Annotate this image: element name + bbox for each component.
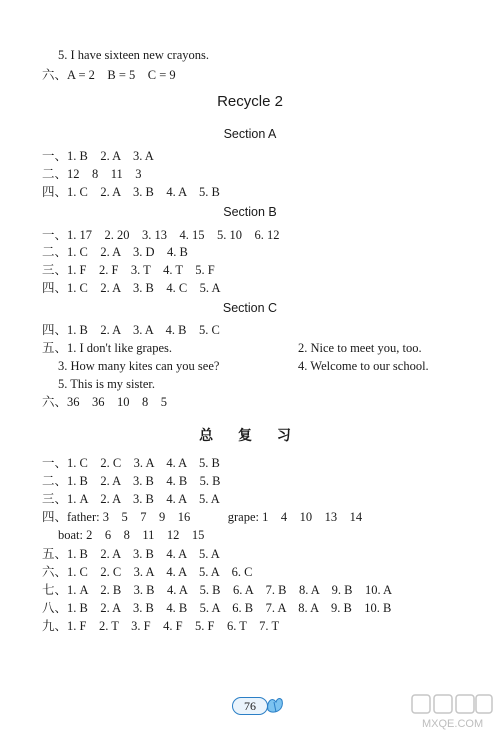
answer-line: 八、1. B 2. A 3. B 4. B 5. A 6. B 7. A 8. A 9. B 10. B (42, 601, 392, 615)
answer-line: 5. This is my sister. (58, 377, 156, 391)
watermark-logo-icon (410, 693, 494, 731)
subsection-title: Section A (223, 127, 277, 141)
answer-line: 一、1. 17 2. 20 3. 13 4. 15 5. 10 6. 12 (42, 228, 280, 242)
answer-line: 四、1. B 2. A 3. A 4. B 5. C (42, 323, 220, 337)
answer-line: 3. How many kites can you see? (58, 359, 220, 373)
answer-line: 九、1. F 2. T 3. F 4. F 5. F 6. T 7. T (42, 619, 280, 633)
answer-line: 七、1. A 2. B 3. B 4. A 5. B 6. A 7. B 8. A 9. B 10. A (42, 583, 393, 597)
answer-line: 一、1. B 2. A 3. A (42, 149, 154, 163)
answer-line: 四、1. C 2. A 3. B 4. C 5. A (42, 281, 221, 295)
answer-line: 六、36 36 10 8 5 (42, 395, 168, 409)
answer-line: 三、1. A 2. A 3. B 4. A 5. A (42, 492, 220, 506)
answer-line: 二、1. B 2. A 3. B 4. B 5. B (42, 474, 221, 488)
answer-line: 二、1. C 2. A 3. D 4. B (42, 245, 188, 259)
page-number-badge (230, 692, 290, 718)
answer-line: 二、12 8 11 3 (42, 167, 142, 181)
answer-line: 五、1. I don't like grapes. (42, 341, 173, 355)
section-title: 总 复 习 (199, 428, 301, 444)
butterfly-icon (264, 692, 286, 716)
watermark-text: MXQE.COM (422, 718, 484, 730)
section-title: Recycle 2 (217, 93, 283, 110)
answer-line: 四、1. C 2. A 3. B 4. A 5. B (42, 185, 220, 199)
subsection-title: Section B (223, 205, 277, 219)
answer-line: 三、1. F 2. F 3. T 4. T 5. F (42, 263, 215, 277)
answer-line: 4. Welcome to our school. (298, 359, 429, 373)
answer-line: 四、father: 3 5 7 9 16 grape: 1 4 10 13 14 (42, 510, 363, 524)
answer-line: 六、A = 2 B = 5 C = 9 (42, 68, 176, 82)
page-number: 76 (232, 697, 268, 715)
answer-line: 2. Nice to meet you, too. (298, 341, 422, 355)
subsection-title: Section C (222, 301, 278, 315)
answer-line: 五、1. B 2. A 3. B 4. A 5. A (42, 547, 220, 561)
answer-line: 5. I have sixteen new crayons. (58, 48, 209, 62)
answer-line: 一、1. C 2. C 3. A 4. A 5. B (42, 456, 220, 470)
answer-line: boat: 2 6 8 11 12 15 (58, 528, 205, 542)
answer-line: 六、1. C 2. C 3. A 4. A 5. A 6. C (42, 565, 253, 579)
